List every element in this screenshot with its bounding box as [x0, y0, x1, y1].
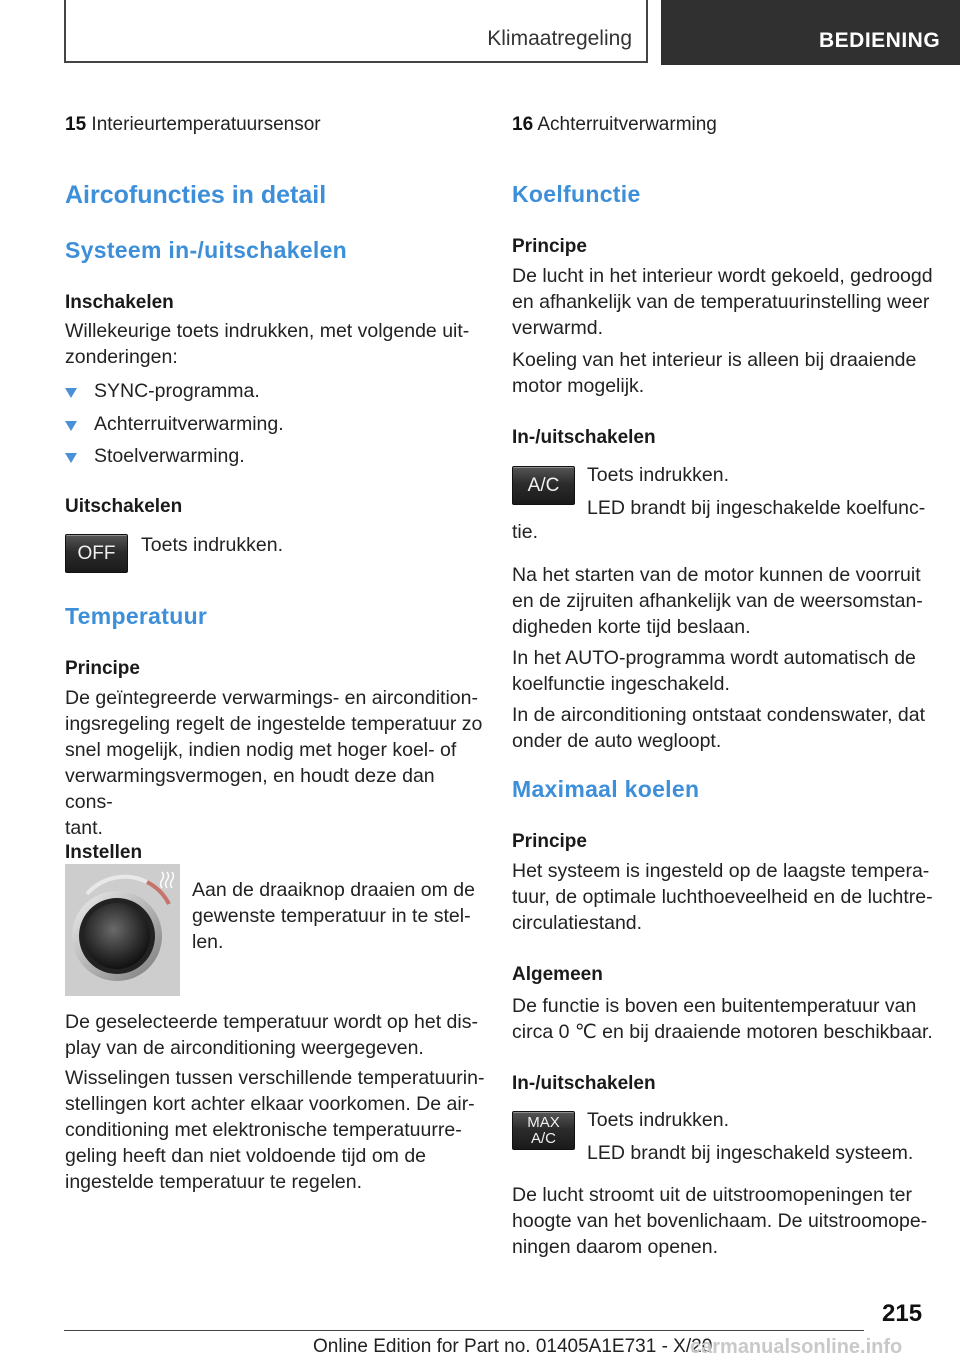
- max-cooling-heading: Maximaal koelen: [512, 776, 700, 802]
- text-line: verwarmd.: [512, 317, 604, 339]
- figure-label: Achterruitverwarming: [537, 114, 717, 135]
- switch-on-text: [65, 318, 485, 370]
- header-section-title: Klimaatregeling: [487, 27, 632, 50]
- text-line: motor mogelijk.: [512, 375, 645, 397]
- text-line: gewenste temperatuur in te stel-: [192, 905, 471, 927]
- cooling-principle-text: [512, 263, 942, 341]
- set-heading: Instellen: [65, 842, 143, 863]
- temperature-principle-heading: Principe: [65, 658, 140, 679]
- text-line: ingsregeling regelt de ingestelde temperatuur zo: [65, 713, 483, 735]
- general-text: [512, 993, 942, 1045]
- set-instruction: [192, 877, 492, 955]
- max-ac-instruction: Toets indrukken.: [587, 1109, 729, 1131]
- display-text: [65, 1009, 485, 1061]
- text-line: len.: [192, 931, 224, 953]
- text-line: Willekeurige toets indrukken, met volgende uit-: [65, 320, 470, 342]
- footer-watermark: carmanualsonline.info: [690, 1336, 903, 1358]
- bullet-item: [65, 413, 465, 439]
- bullet-text: Stoelverwarming.: [94, 445, 245, 467]
- cooling-onoff-heading: In-/uitschakelen: [512, 427, 656, 448]
- text-line: tuur, de optimale luchthoeveelheid en de luchtre-: [512, 886, 933, 908]
- cooling-text-2: [512, 645, 942, 697]
- max-airflow-text: [512, 1182, 942, 1260]
- footer-divider: [64, 1330, 864, 1331]
- max-principle-heading: Principe: [512, 831, 587, 852]
- cooling-heading: Koelfunctie: [512, 181, 641, 207]
- switch-on-heading: Inschakelen: [65, 292, 174, 313]
- ac-button[interactable]: A/C: [512, 466, 575, 505]
- figure-number: 16: [512, 114, 534, 135]
- bullet-triangle-icon: [65, 421, 77, 431]
- text-line: circa 0 ℃ en bij draaiende motoren beschikbaar.: [512, 1021, 933, 1043]
- text-line: De geïntegreerde verwarmings- en aircondition-: [65, 687, 478, 709]
- footer-edition: Online Edition for Part no. 01405A1E731 - X/20: [313, 1336, 713, 1357]
- header-chapter-title: BEDIENING: [819, 29, 941, 52]
- text-line: onder de auto wegloopt.: [512, 730, 722, 752]
- max-onoff-heading: In-/uitschakelen: [512, 1073, 656, 1094]
- text-line: ningen daarom openen.: [512, 1236, 718, 1258]
- text-line: koelfunctie ingeschakeld.: [512, 673, 730, 695]
- bullet-text: SYNC-programma.: [94, 380, 260, 402]
- general-heading: Algemeen: [512, 964, 603, 985]
- text-line: Na het starten van de motor kunnen de voorruit: [512, 564, 921, 586]
- text-line: In de airconditioning ontstaat condenswater, dat: [512, 704, 926, 726]
- bullet-triangle-icon: [65, 453, 77, 463]
- text-line: geling heeft dan niet voldoende tijd om de: [65, 1145, 427, 1167]
- text-line: play van de airconditioning weergegeven.: [65, 1037, 424, 1059]
- temperature-heading: Temperatuur: [65, 603, 208, 629]
- text-line: Wisselingen tussen verschillende temperatuurin-: [65, 1067, 485, 1089]
- text-line: digheden korte tijd beslaan.: [512, 616, 751, 638]
- text-line: Aan de draaiknop draaien om de: [192, 879, 475, 901]
- text-line: De geselecteerde temperatuur wordt op het dis-: [65, 1011, 478, 1033]
- cooling-text-3: [512, 702, 942, 754]
- header-section-tab: [64, 0, 648, 63]
- text-line: circulatiestand.: [512, 912, 643, 934]
- text-line: zonderingen:: [65, 346, 178, 368]
- figure-caption-16: [512, 114, 717, 136]
- figure-caption-15: [65, 114, 321, 136]
- max-principle-text: [512, 858, 942, 936]
- text-line: Koeling van het interieur is alleen bij draaiende: [512, 349, 917, 371]
- text-line: De functie is boven een buitentemperatuur van: [512, 995, 917, 1017]
- ac-instruction: Toets indrukken.: [587, 464, 729, 486]
- off-button[interactable]: OFF: [65, 534, 128, 573]
- text-line: verwarmingsvermogen, en houdt deze dan cons-: [65, 765, 435, 813]
- cooling-text-1: [512, 562, 942, 640]
- bullet-triangle-icon: [65, 388, 77, 398]
- temperature-knob-image: [65, 864, 180, 996]
- rotary-knob-icon: [65, 864, 180, 996]
- bullet-text: Achterruitverwarming.: [94, 413, 284, 435]
- text-line: In het AUTO-programma wordt automatisch de: [512, 647, 916, 669]
- text-line: en de zijruiten afhankelijk van de weersomstan-: [512, 590, 923, 612]
- figure-label: Interieurtemperatuursensor: [91, 114, 321, 135]
- bullet-item: [65, 380, 465, 406]
- ac-led-text: LED brandt bij ingeschakelde koelfunc-: [587, 497, 926, 519]
- temperature-principle-text: [65, 685, 485, 841]
- text-line: en afhankelijk van de temperatuurinstelling weer: [512, 291, 930, 313]
- max-ac-label-top: MAX: [527, 1114, 560, 1131]
- text-line: hoogte van het bovenlichaam. De uitstroomope-: [512, 1210, 928, 1232]
- switch-off-heading: Uitschakelen: [65, 496, 183, 517]
- max-ac-label-bottom: A/C: [530, 1130, 556, 1147]
- cooling-principle-heading: Principe: [512, 236, 587, 257]
- bullet-item: [65, 445, 465, 471]
- max-ac-button[interactable]: [512, 1111, 575, 1150]
- page-title: Aircofuncties in detail: [65, 181, 327, 209]
- figure-number: 15: [65, 114, 87, 135]
- text-line: tant.: [65, 817, 103, 839]
- max-ac-led-text: LED brandt bij ingeschakeld systeem.: [587, 1142, 914, 1164]
- text-line: stellingen kort achter elkaar voorkomen. De air-: [65, 1093, 475, 1115]
- changes-text: [65, 1065, 485, 1195]
- text-line: De lucht in het interieur wordt gekoeld, gedroogd: [512, 265, 933, 287]
- off-instruction: Toets indrukken.: [141, 534, 283, 556]
- header-chapter-tab: [661, 0, 960, 65]
- cooling-principle-text-2: [512, 347, 942, 399]
- ac-led-text-cont: tie.: [512, 521, 539, 543]
- text-line: De lucht stroomt uit de uitstroomopeningen ter: [512, 1184, 912, 1206]
- text-line: snel mogelijk, indien nodig met hoger koel- of: [65, 739, 457, 761]
- text-line: Het systeem is ingesteld op de laagste tempera-: [512, 860, 930, 882]
- text-line: conditioning met elektronische temperatuurre-: [65, 1119, 462, 1141]
- text-line: ingestelde temperatuur te regelen.: [65, 1171, 363, 1193]
- system-heading: Systeem in-/uitschakelen: [65, 237, 348, 263]
- page-number: 215: [882, 1300, 923, 1327]
